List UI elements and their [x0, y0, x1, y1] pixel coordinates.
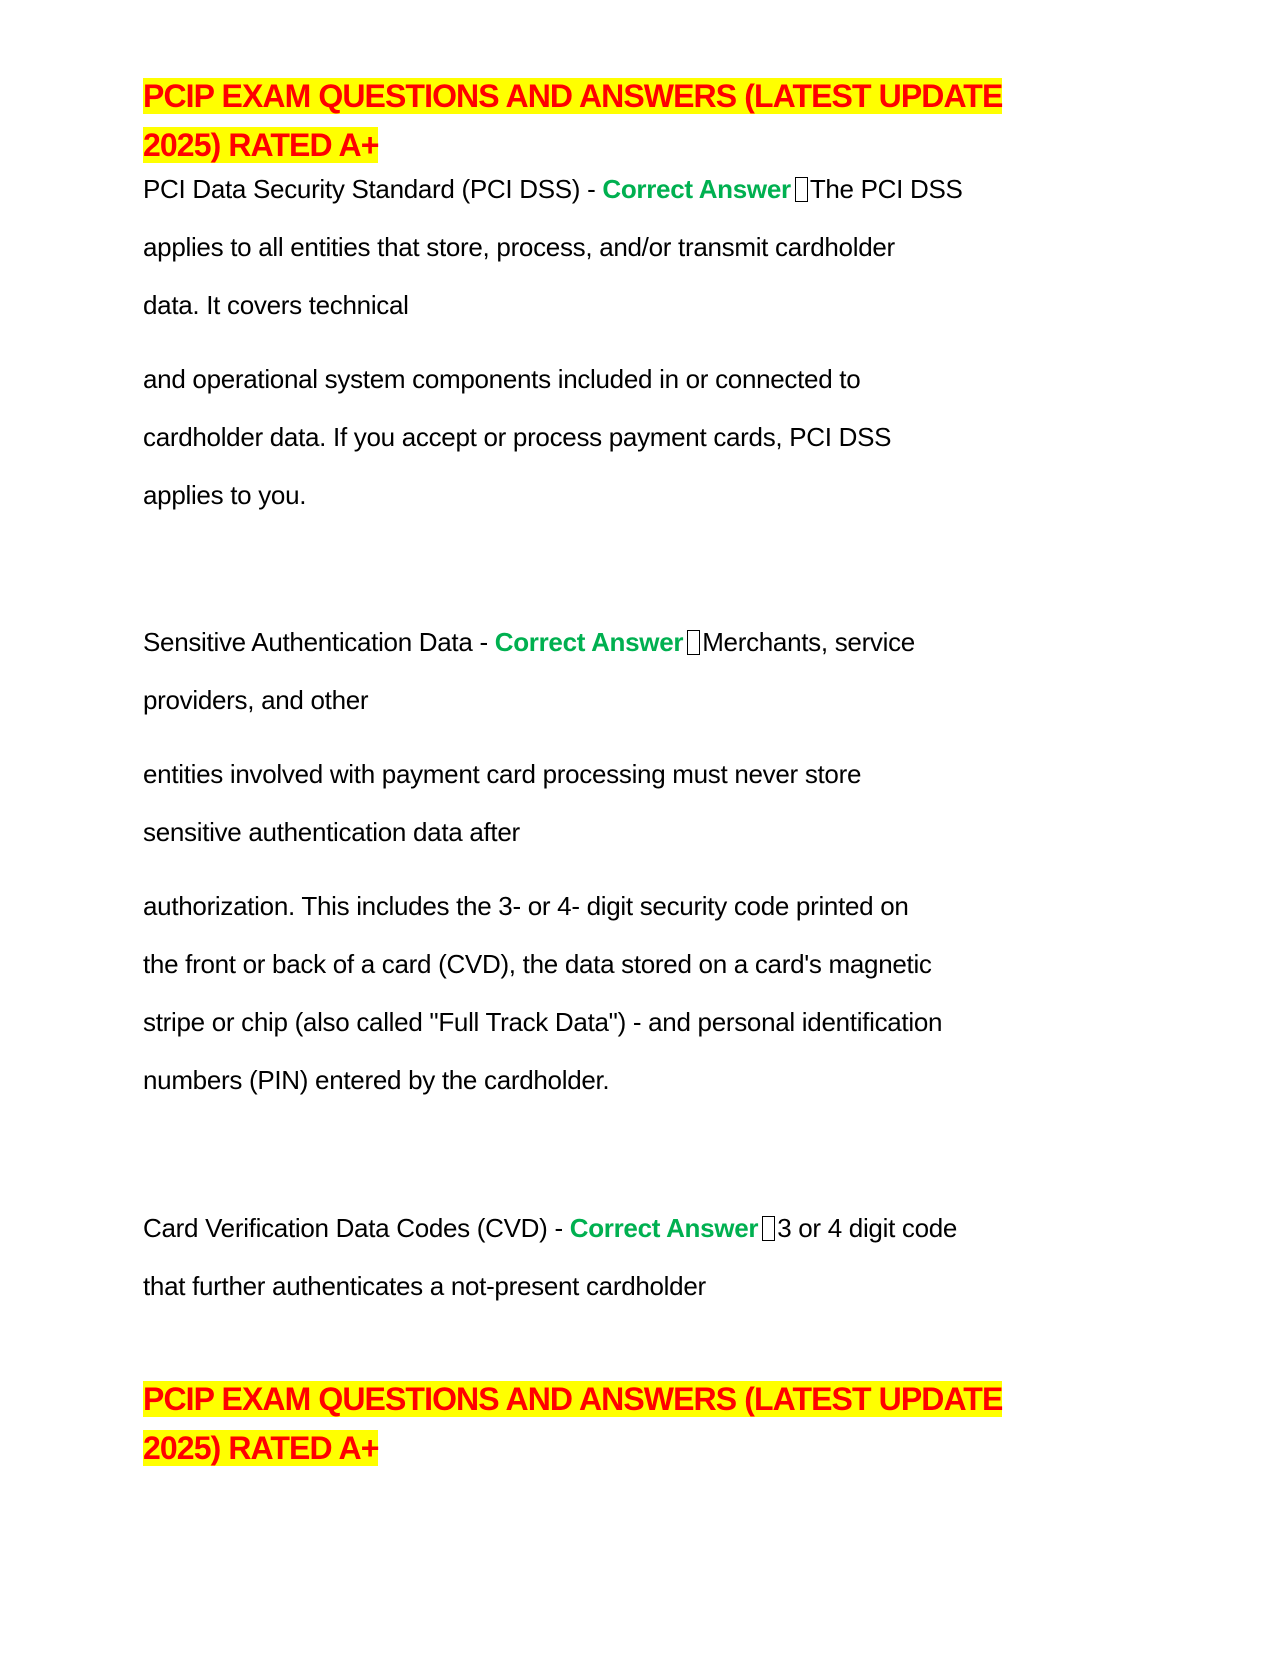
- answer-line: numbers (PIN) entered by the cardholder.: [143, 1065, 610, 1095]
- question-1: PCI Data Security Standard (PCI DSS) - Correct Answer The PCI DSS: [143, 174, 963, 204]
- missing-glyph-icon: [795, 177, 808, 202]
- answer-line: applies to all entities that store, process, and/or transmit cardholder: [143, 232, 895, 262]
- answer-line: sensitive authentication data after: [143, 817, 520, 847]
- footer-title-line-1: PCIP EXAM QUESTIONS AND ANSWERS (LATEST UPDATE: [143, 1381, 1003, 1417]
- document-title-line-1: PCIP EXAM QUESTIONS AND ANSWERS (LATEST UPDATE: [143, 78, 1003, 114]
- correct-answer-label: Correct Answer: [602, 174, 791, 204]
- answer-line: authorization. This includes the 3- or 4- digit security code printed on: [143, 891, 909, 921]
- question-2: Sensitive Authentication Data - Correct Answer Merchants, service: [143, 627, 915, 657]
- answer-line: providers, and other: [143, 685, 369, 715]
- answer-line: that further authenticates a not-present cardholder: [143, 1271, 706, 1301]
- correct-answer-label: Correct Answer: [569, 1213, 759, 1243]
- answer-line: applies to you.: [143, 480, 307, 510]
- answer-line: data. It covers technical: [143, 290, 409, 320]
- answer-line: and operational system components included in or connected to: [143, 364, 861, 394]
- correct-answer-label: Correct Answer: [494, 627, 684, 657]
- answer-line: cardholder data. If you accept or process payment cards, PCI DSS: [143, 422, 892, 452]
- missing-glyph-icon: [687, 630, 700, 655]
- question-3: Card Verification Data Codes (CVD) - Correct Answer 3 or 4 digit code: [143, 1213, 958, 1243]
- document-title-line-2: 2025) RATED A+: [143, 127, 379, 163]
- missing-glyph-icon: [762, 1216, 775, 1241]
- footer-title-line-2: 2025) RATED A+: [143, 1430, 379, 1466]
- answer-line: stripe or chip (also called "Full Track Data") - and personal identification: [143, 1007, 943, 1037]
- answer-line: entities involved with payment card processing must never store: [143, 759, 862, 789]
- answer-line: the front or back of a card (CVD), the data stored on a card's magnetic: [143, 949, 932, 979]
